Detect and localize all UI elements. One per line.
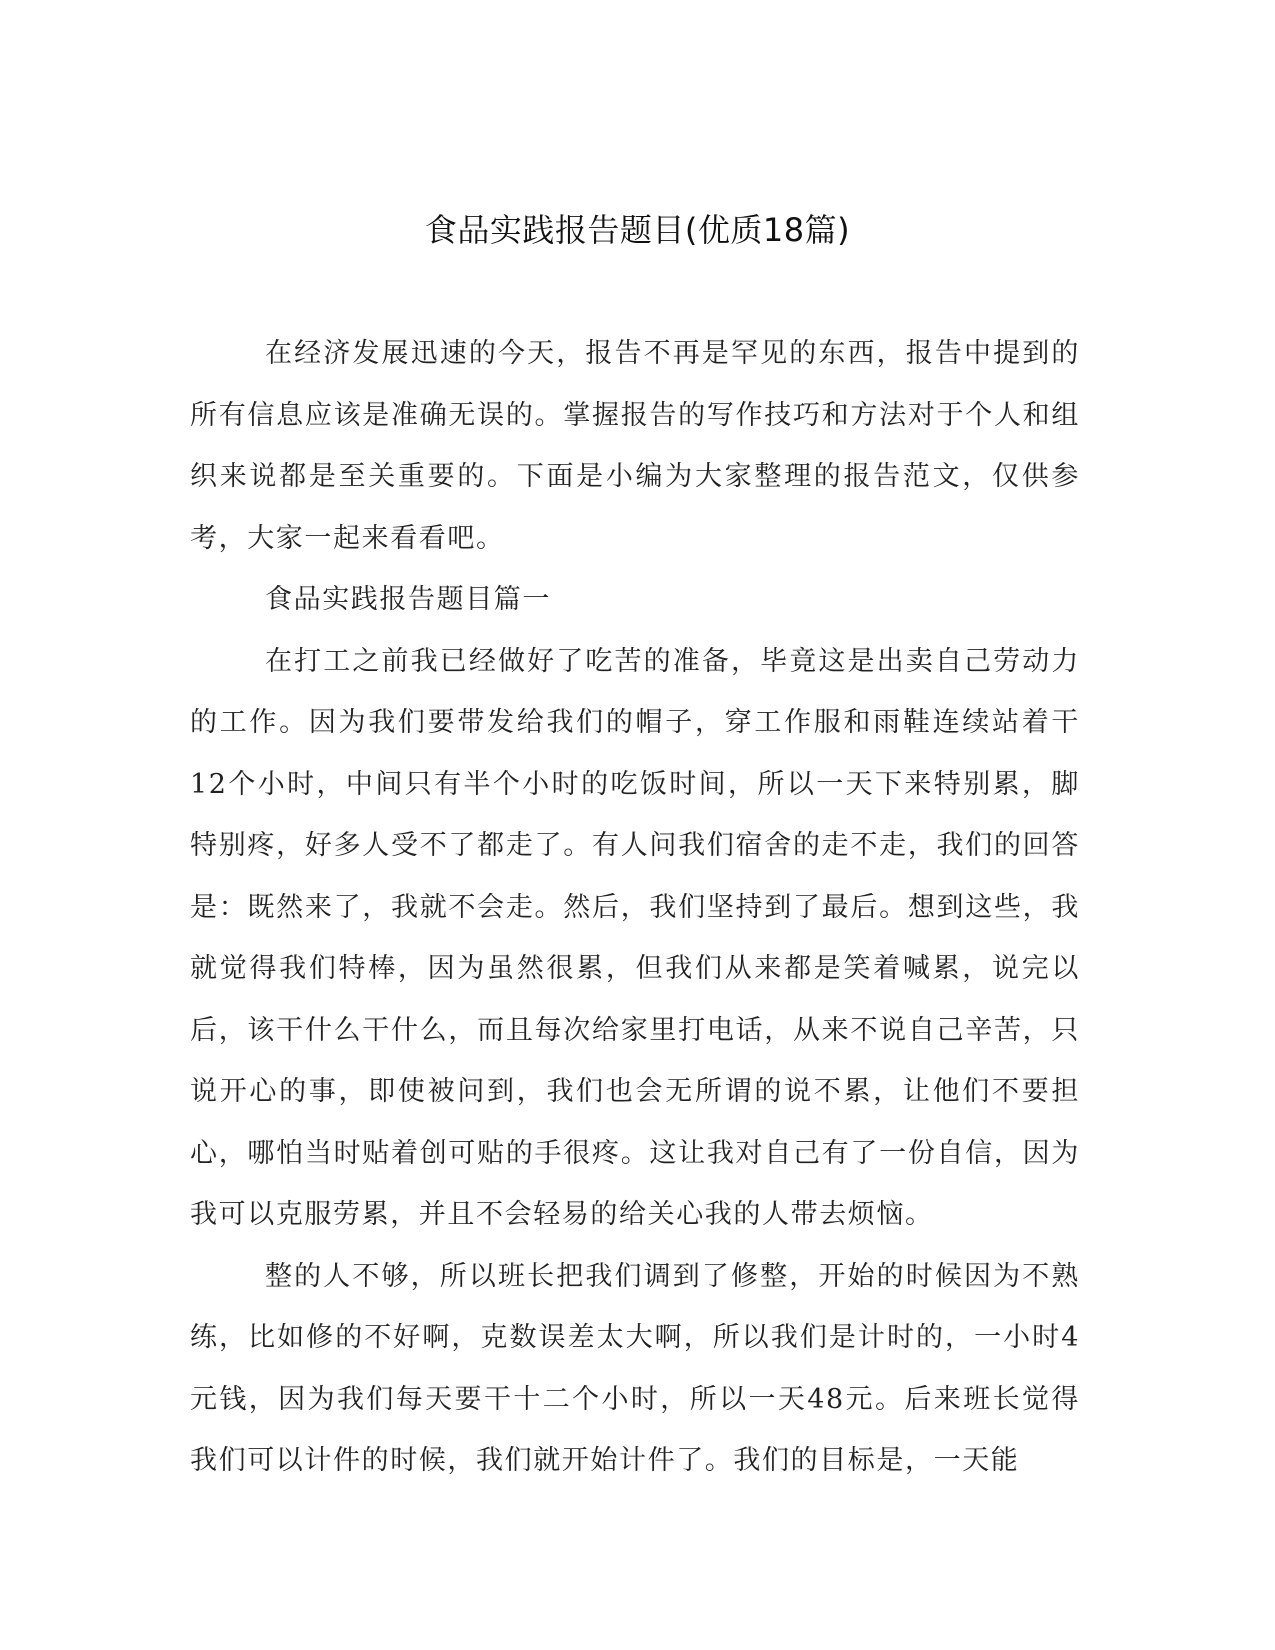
section-heading: 食品实践报告题目篇一 — [265, 584, 551, 615]
body-paragraph: 在打工之前我已经做好了吃苦的准备，毕竟这是出卖自己劳动力的工作。因为我们要带发给我们的帽子，穿工作服和雨鞋连续站着干12个小时，中间只有半个小时的吃饭时间，所以一天下来特别累，脚特别疼，好多人受不了都走了。有人问我们宿舍的走不走，我们的回答是：既然来了，我就不会走。然后，我们坚持到了最后。想到这些，我就觉得我们特棒，因为虽然很累，但我们从来都是笑着喊累，说完以后，该干什么干什么，而且每次给家里打电话，从来不说自己辛苦，只说开心的事，即使被问到，我们也会无所谓的说不累，让他们不要担心，哪怕当时贴着创可贴的手很疼。这让我对自己有了一份自信，因为我可以克服劳累，并且不会轻易的给关心我的人带去烦恼。 — [190, 645, 1080, 1230]
document-title: 食品实践报告题目(优质18篇) — [424, 211, 851, 249]
body-paragraph: 整的人不够，所以班长把我们调到了修整，开始的时候因为不熟练，比如修的不好啊，克数误差太大啊，所以我们是计时的，一小时4元钱，因为我们每天要干十二个小时，所以一天48元。后来班长觉得我们可以计件的时候，我们就开始计件了。我们的目标是，一天能 — [190, 1260, 1080, 1476]
document-body — [190, 323, 1080, 1492]
intro-paragraph: 在经济发展迅速的今天，报告不再是罕见的东西，报告中提到的所有信息应该是准确无误的。掌握报告的写作技巧和方法对于个人和组织来说都是至关重要的。下面是小编为大家整理的报告范文，仅供参考，大家一起来看看吧。 — [190, 338, 1080, 554]
